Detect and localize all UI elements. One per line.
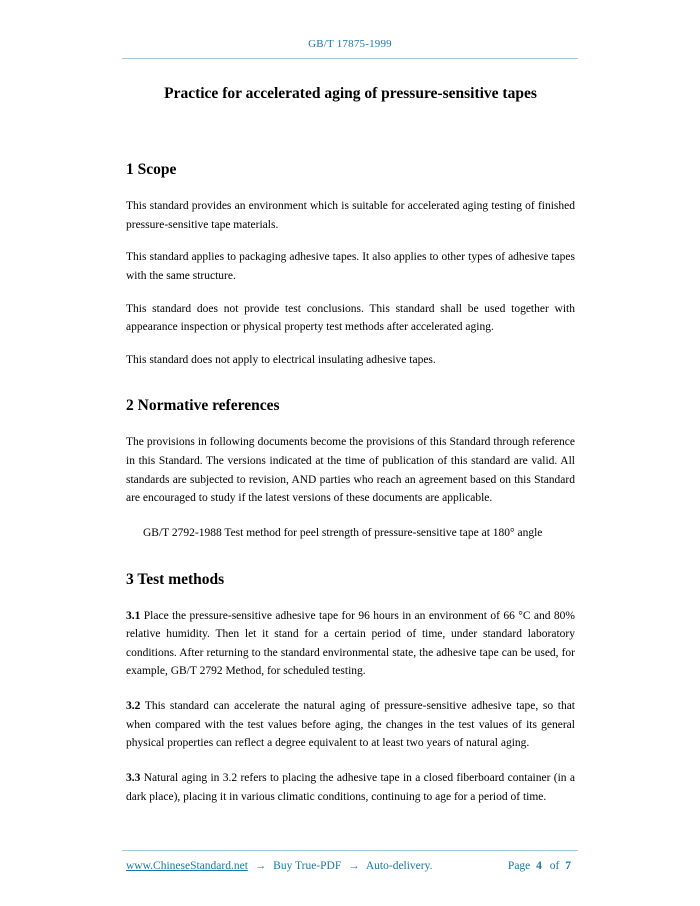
clause-text: Natural aging in 3.2 refers to placing the adhesive tape in a closed fiberboard container (in a dark place), placing it in various climatic conditions, continuing to age for a period of time.: [126, 771, 576, 803]
of-label: of: [549, 860, 560, 872]
paragraph: The provisions in following documents become the provisions of this Standard through reference in this Standard. The versions indicated at the time of publication of this standard are valid. All standards are subjected to revision, AND parties who reach an agreement based on this Standard are encouraged to study if the latest versions of these documents are applicable.: [126, 436, 575, 505]
footer-link[interactable]: www.ChineseStandard.net: [126, 860, 248, 872]
page-footer: [122, 850, 578, 872]
document-content: [0, 85, 700, 806]
page-indicator: [508, 860, 574, 872]
document-title: Practice for accelerated aging of pressure-sensitive tapes: [164, 85, 537, 102]
clause-3-1: [126, 607, 575, 682]
paragraph: This standard applies to packaging adhesive tapes. It also applies to other types of adhesive tapes with the same structure.: [126, 251, 575, 282]
clause-3-3: [126, 769, 575, 806]
clause-3-2: [126, 697, 575, 753]
total-pages: 7: [565, 860, 571, 872]
paragraph: This standard does not apply to electrical insulating adhesive tapes.: [126, 353, 436, 366]
footer-promo: [126, 860, 433, 872]
clause-number: 3.2: [126, 700, 141, 712]
header-rule: [122, 58, 578, 59]
page-label: Page: [507, 860, 531, 872]
section-heading-normative-references: 2 Normative references: [126, 397, 280, 415]
standard-code: GB/T 17875-1999: [308, 38, 392, 50]
clause-text: This standard can accelerate the natural aging of pressure-sensitive adhesive tape, so that when compared with the test values before aging, the changes in the test values of its general physical properties can reflect a degree equivalent to at least two years of natural aging.: [126, 700, 575, 750]
page-number: 4: [536, 860, 542, 872]
section-heading-scope: 1 Scope: [126, 161, 177, 178]
arrow-icon: →: [254, 860, 267, 872]
clause-number: 3.1: [126, 609, 141, 622]
clause-number: 3.3: [126, 771, 141, 784]
section-heading-test-methods: 3 Test methods: [126, 570, 225, 588]
footer-delivery-label: Auto-delivery.: [365, 860, 433, 872]
paragraph: This standard does not provide test conclusions. This standard shall be used together with appearance inspection or physical property test methods after accelerated aging.: [126, 302, 575, 334]
paragraph: This standard provides an environment which is suitable for accelerated aging testing of finished pressure-sensitive tape materials.: [126, 200, 575, 231]
page-header: [0, 0, 700, 59]
clause-text: Place the pressure-sensitive adhesive tape for 96 hours in an environment of 66 °C and 80% relative humidity. Then let it stand for a certain period of time, under standard laboratory conditions. After returning to the standard environmental state, the adhesive tape can be used, for example, GB/T 2792 Method, for scheduled testing.: [126, 609, 575, 678]
footer-rule: [122, 850, 578, 851]
arrow-icon: →: [348, 860, 360, 872]
normative-reference-entry: GB/T 2792-1988 Test method for peel strength of pressure-sensitive tape at 180° angle: [143, 526, 543, 539]
footer-row: [122, 860, 578, 872]
footer-buy-label: Buy True-PDF: [273, 860, 342, 872]
